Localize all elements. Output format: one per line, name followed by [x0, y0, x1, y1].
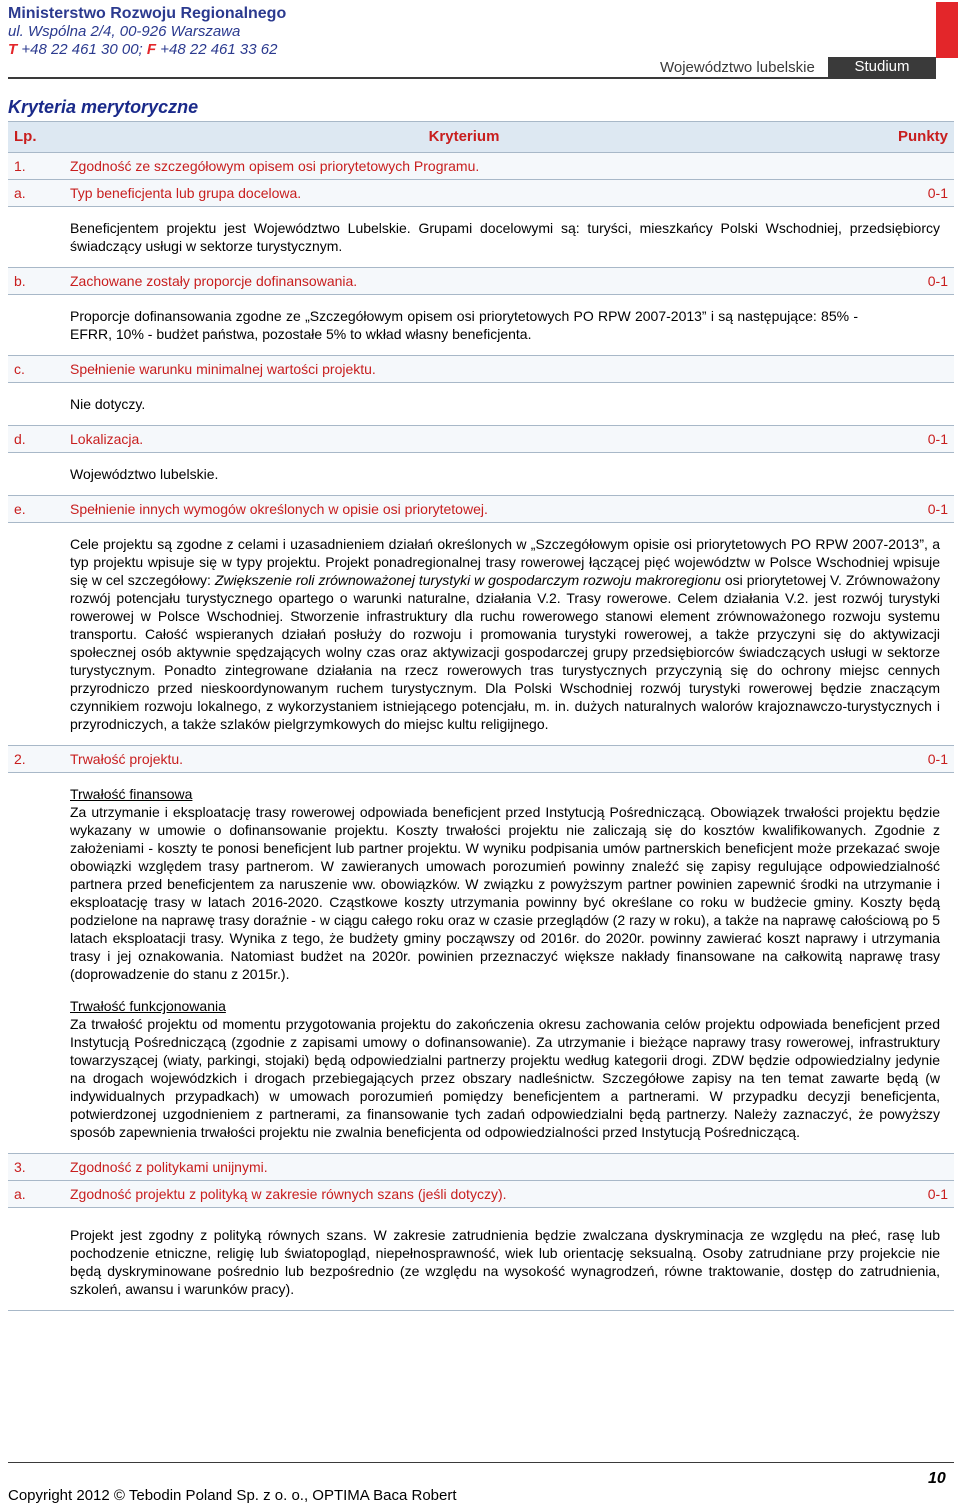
phone-label-t: T: [8, 41, 18, 58]
row-points: 0-1: [864, 268, 954, 295]
row-points: 0-1: [864, 180, 954, 207]
row-description: [64, 207, 954, 268]
row-lp: 2.: [8, 746, 64, 773]
row-points: 0-1: [864, 496, 954, 523]
row-lp: 3.: [8, 1154, 64, 1181]
row-description: [64, 295, 864, 356]
header-rule: [8, 77, 936, 79]
row-description: [64, 453, 864, 496]
row-lp: 1.: [8, 153, 64, 180]
page-number: 10: [928, 1470, 946, 1487]
row-description: [64, 773, 954, 1154]
row-description: [64, 383, 864, 426]
table-row: [8, 153, 954, 180]
ministry-phone: [8, 40, 277, 59]
table-row: [8, 295, 954, 356]
row-points: [864, 356, 954, 383]
page-header: [0, 0, 960, 80]
table-row: [8, 1181, 954, 1208]
subsection-text: Za trwałość projektu od momentu przygotowania projektu do zakończenia okresu zachowania celów projektu odpowiada beneficjent przed Instytucją Pośredniczącą (zgodnie z zapisami umowy o dofinansowanie). Za utrzymanie i bieżące naprawy trasy rowerowej, infrastruktury towarzyszącej (wiaty, parkingi, stojaki) będą odpowiedzialni partnerzy projektu według kategorii drogi. ZDW będzie odpowiedzialny jedynie na drogach wojewódzkich i drogach przebiegających przez obszary nadleśnictw. Szczegółowe zapisy na ten temat zawarte będą (w indywidualnych przypadkach) w umowach porozumień pomiędzy beneficjentem a partnerami. W przypadku decyzji beneficjenta, potwierdzonej uzgodnieniem z partnerami, za finansowanie tych zadań odpowiedzialni będą partnerzy. Należy zaznaczyć, że powyższy sposób zapewnienia trwałości projektu nie zwalnia beneficjenta od odpowiedzialności przed Instytucją Pośredniczącą.: [70, 1016, 940, 1140]
copyright-text: Copyright 2012 © Tebodin Poland Sp. z o. o., OPTIMA Baca Robert: [8, 1487, 457, 1504]
header-kryterium: Kryterium: [64, 122, 864, 153]
description-text: Projekt jest zgodny z polityką równych szans. W zakresie zatrudnienia będzie zwalczana dyskryminacja ze względu na płeć, rasę lub pochodzenie etniczne, religię lub światopogląd, niepełnosprawność, wiek lub orientację seksualną. Osoby zatrudniane przy projekcie nie będą dyskryminowane pośrednio lub bezpośrednio (ze względu na wysokość wynagrodzeń, równe traktowanie, dostęp do zatrudnienia, szkoleń, awansu i warunków pracy).: [70, 1227, 940, 1297]
row-title: Zgodność ze szczegółowym opisem osi priorytetowych Programu.: [64, 153, 864, 180]
table-row: [8, 453, 954, 496]
row-points: [864, 153, 954, 180]
description-text: Proporcje dofinansowania zgodne ze „Szczegółowym opisem osi priorytetowych PO RPW 2007-2013” i są następujące: 85% - EFRR, 10% - budżet państwa, pozostałe 5% to wkład własny beneficjenta.: [70, 308, 858, 342]
table-row: [8, 180, 954, 207]
table-row: [8, 496, 954, 523]
table-row: [8, 356, 954, 383]
ministry-address: ul. Wspólna 2/4, 00-926 Warszawa: [8, 23, 241, 40]
row-title: Spełnienie warunku minimalnej wartości projektu.: [64, 356, 864, 383]
row-description: [64, 523, 954, 746]
row-lp: a.: [8, 1181, 64, 1208]
row-lp: c.: [8, 356, 64, 383]
table-row: [8, 1208, 954, 1311]
section-title: Kryteria merytoryczne: [8, 97, 199, 117]
row-points: 0-1: [864, 746, 954, 773]
description-text: Nie dotyczy.: [70, 396, 146, 412]
description-subsection: [70, 785, 940, 983]
region-label: Województwo lubelskie: [660, 59, 815, 76]
phone-number: +48 22 461 30 00;: [21, 41, 143, 58]
header-lp: Lp.: [8, 122, 64, 153]
table-row: [8, 383, 954, 426]
row-points: [864, 1154, 954, 1181]
studium-badge: Studium: [828, 57, 936, 77]
row-title: Zgodność projektu z polityką w zakresie równych szans (jeśli dotyczy).: [64, 1181, 864, 1208]
row-title: Typ beneficjenta lub grupa docelowa.: [64, 180, 864, 207]
table-row: [8, 207, 954, 268]
table-row: [8, 523, 954, 746]
row-title: Trwałość projektu.: [64, 746, 864, 773]
subsection-title: Trwałość funkcjonowania: [70, 998, 226, 1014]
row-title: Spełnienie innych wymogów określonych w opisie osi priorytetowej.: [64, 496, 864, 523]
description-part: Cele projektu są zgodne z celami i uzasadnieniem działań określonych w „Szczegółowym opisie osi priorytetowych PO RPW 2007-2013”, a typ projektu wpisuje się w typy projektu. Projekt ponadregionalnej trasy rowerowej łączącej pięć województw w Polsce Wschodniej wpisuje się w cel szczegółowy:: [70, 536, 940, 588]
table-header-row: [8, 122, 954, 153]
brand-red-square: [936, 2, 958, 58]
description-text: Beneficjentem projektu jest Województwo Lubelskie. Grupami docelowymi są: turyści, mieszkańcy Polski Wschodniej, przedsiębiorcy świadczący usługi w sektorze turystycznym.: [70, 220, 940, 254]
description-part: osi priorytetowej V. Zrównoważony rozwój potencjału turystycznego opartego o warunki naturalne, działania V.2. Trasy rowerowe. Celem działania V.2. jest rozwój turystyki rowerowej w Polsce Wschodniej. Stworzenie infrastruktury dla ruchu rowerowego stanowi element zrównoważonego rozwoju systemu transportu. Całość wspieranych działań posłuży do rozwoju i promowania turystyki rowerowej, a także przyczyni się do aktywizacji społecznej osób aktywnie spędzających wolny czas oraz aktywizacji gospodarczej grupy przedsiębiorców świadczących usługi w sektorze turystycznym. Ponadto zintegrowane działania na rzecz rowerowych tras turystycznych przyczynią się do ochrony miejsc cennych przyrodniczo przed nieskoordynowanym ruchem turystycznym. Dla Polski Wschodniej rozwój turystyki rowerowej będzie znaczącym czynnikiem rozwoju lokalnego, z wykorzystaniem istniejącego potencjału, m. in. dużych naturalnych walorów krajoznawczo-turystycznych i przyrodniczych, a także szlaków pielgrzymkowych do miejsc kultu religijnego.: [70, 572, 941, 732]
table-row: [8, 1154, 954, 1181]
subsection-title: Trwałość finansowa: [70, 786, 193, 802]
row-title: Zgodność z politykami unijnymi.: [64, 1154, 864, 1181]
description-text: [70, 535, 940, 733]
ministry-name: Ministerstwo Rozwoju Regionalnego: [8, 5, 287, 22]
row-title: Zachowane zostały proporcje dofinansowania.: [64, 268, 864, 295]
table-row: [8, 268, 954, 295]
subsection-text: Za utrzymanie i eksploatację trasy rowerowej odpowiada beneficjent przed Instytucją Pośredniczącą. Obowiązek trwałości projektu będzie wykazany w umowie o dofinansowanie projektu. Koszty trwałości projektu nie zaliczają się do kosztów kwalifikowanych. Zgodnie z założeniami - koszty te ponosi beneficjent lub partner projektu. W wyniku podpisania umów partnerskich beneficjent może przekazać swoje obowiązki względem trasy partnerom. W zawieranych umowach porozumień powinny znaleźć się zapisy regulujące odpowiedzialność partnera przed beneficjentem za naruszenie ww. obowiązków. W związku z powyższym partner powinien zapewnić środki na utrzymanie i eksploatację trasy w latach 2016-2020. Cząstkowe koszty utrzymania powinny być określane co roku w budżecie gminy. Koszty będą podzielone na naprawę trasy doraźnie - w ciągu całego roku oraz w czasie przeglądów (2 razy w roku), a także na naprawę całościową po 5 latach eksploatacji trasy. Wynika z tego, że budżety gminy począwszy od 2016r. do 2020r. powinny zawierać koszt naprawy i utrzymania trasy i jej oznakowania. Natomiast budżet na 2020r. powinien przeznaczyć większe nakłady finansowane na całkowitą naprawę trasy (doprowadzenie do stanu z 2015r.).: [70, 804, 940, 982]
table-row: [8, 746, 954, 773]
description-subsection: [70, 997, 940, 1141]
phone-label-f: F: [146, 41, 157, 58]
row-lp: e.: [8, 496, 64, 523]
table-row: [8, 773, 954, 1154]
header-punkty: Punkty: [864, 122, 954, 153]
description-text: Województwo lubelskie.: [70, 466, 219, 482]
footer-rule: [8, 1462, 954, 1463]
row-description: [64, 1208, 954, 1311]
row-title: Lokalizacja.: [64, 426, 864, 453]
criteria-table: [8, 121, 954, 1311]
description-emphasis: Zwiększenie roli zrównoważonej turystyki w gospodarczym rozwoju makroregionu: [214, 572, 721, 588]
table-row: [8, 426, 954, 453]
row-points: 0-1: [864, 1181, 954, 1208]
row-points: 0-1: [864, 426, 954, 453]
row-lp: d.: [8, 426, 64, 453]
fax-number: +48 22 461 33 62: [160, 41, 278, 58]
row-lp: a.: [8, 180, 64, 207]
row-lp: b.: [8, 268, 64, 295]
